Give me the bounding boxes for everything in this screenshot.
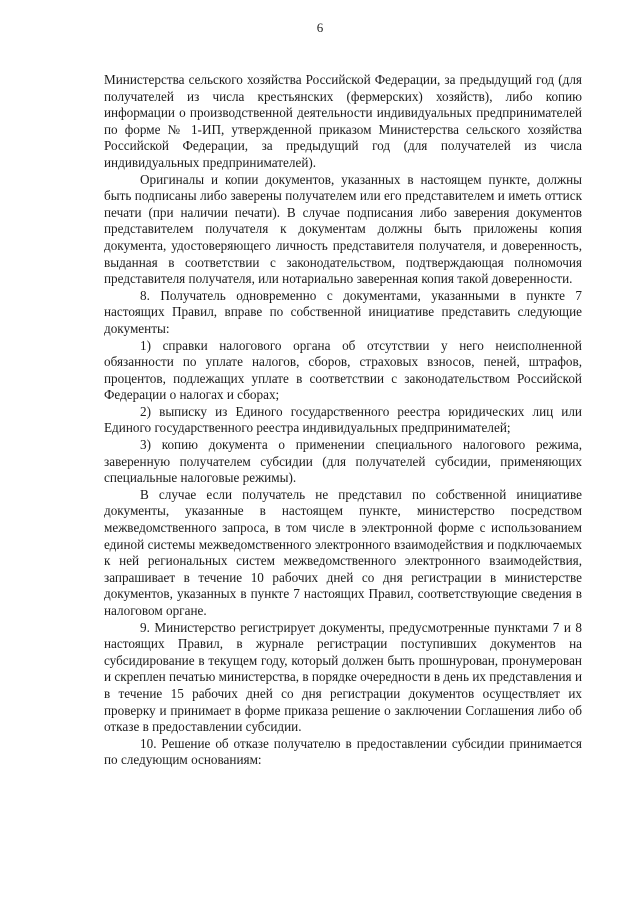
paragraph-item-8: 8. Получатель одновременно с документами, указанными в пункте 7 настоящих Правил, вправе по собственной инициативе представить следующие документы: xyxy=(104,287,582,336)
paragraph-continuation: Министерства сельского хозяйства Российской Федерации, за предыдущий год (для получателей из числа крестьянских (фермерских) хозяйств), либо копию информации о производственной деятельности индивидуальных предпринимателей по форме № 1-ИП, утвержденной приказом Министерства сельского хозяйства Российской Федерации, за предыдущий год (для получателей из числа индивидуальных предпринимателей). xyxy=(104,72,582,170)
page-number: 6 xyxy=(316,20,324,35)
paragraph-item-9: 9. Министерство регистрирует документы, предусмотренные пунктами 7 и 8 настоящих Правил, в журнале регистрации поступивших документов на субсидирование в текущем году, который должен быть прошнурован, пронумерован и скреплен печатью министерства, в порядке очередности в день их представления и в течение 15 рабочих дней со дня регистрации документов осуществляет их проверку и принимает в форме приказа решение о заключении Соглашения либо об отказе в предоставлении субсидии. xyxy=(104,619,582,735)
paragraph-originals-copies: Оригиналы и копии документов, указанных в настоящем пункте, должны быть подписаны либо заверены получателем или его представителем и иметь оттиск печати (при наличии печати). В случае подписания либо заверения документов представителем получателя к документам должны быть приложены копия документа, удостоверяющего личность представителя получателя, и доверенность, выданная в соответствии с законодательством, подтверждающая полномочия представителя получателя, или нотариально заверенная копия такой доверенности. xyxy=(104,171,582,287)
paragraph-interagency-request: В случае если получатель не представил по собственной инициативе документы, указанные в настоящем пункте, министерство посредством межведомственного запроса, в том числе в электронной форме с использованием единой системы межведомственного электронного взаимодействия и подключаемых к ней региональных систем межведомственного электронного взаимодействия, запрашивает в течение 10 рабочих дней со дня регистрации в министерстве документов, указанных в пункте 7 настоящих Правил, соответствующие сведения в налоговом органе. xyxy=(104,486,582,618)
paragraph-item-8-3: 3) копию документа о применении специального налогового режима, заверенную получателем субсидии (для получателей субсидии, применяющих специальные налоговые режимы). xyxy=(104,437,582,486)
paragraph-item-8-1: 1) справки налогового органа об отсутствии у него неисполненной обязанности по уплате налогов, сборов, страховых взносов, пеней, штрафов, процентов, подлежащих уплате в соответствии с законодательством Российской Федерации о налогах и сборах; xyxy=(104,337,582,403)
paragraph-item-8-2: 2) выписку из Единого государственного реестра юридических лиц или Единого государственного реестра индивидуальных предпринимателей; xyxy=(104,403,582,436)
paragraph-item-10: 10. Решение об отказе получателю в предоставлении субсидии принимается по следующим основаниям: xyxy=(104,735,582,768)
document-body xyxy=(104,72,582,769)
